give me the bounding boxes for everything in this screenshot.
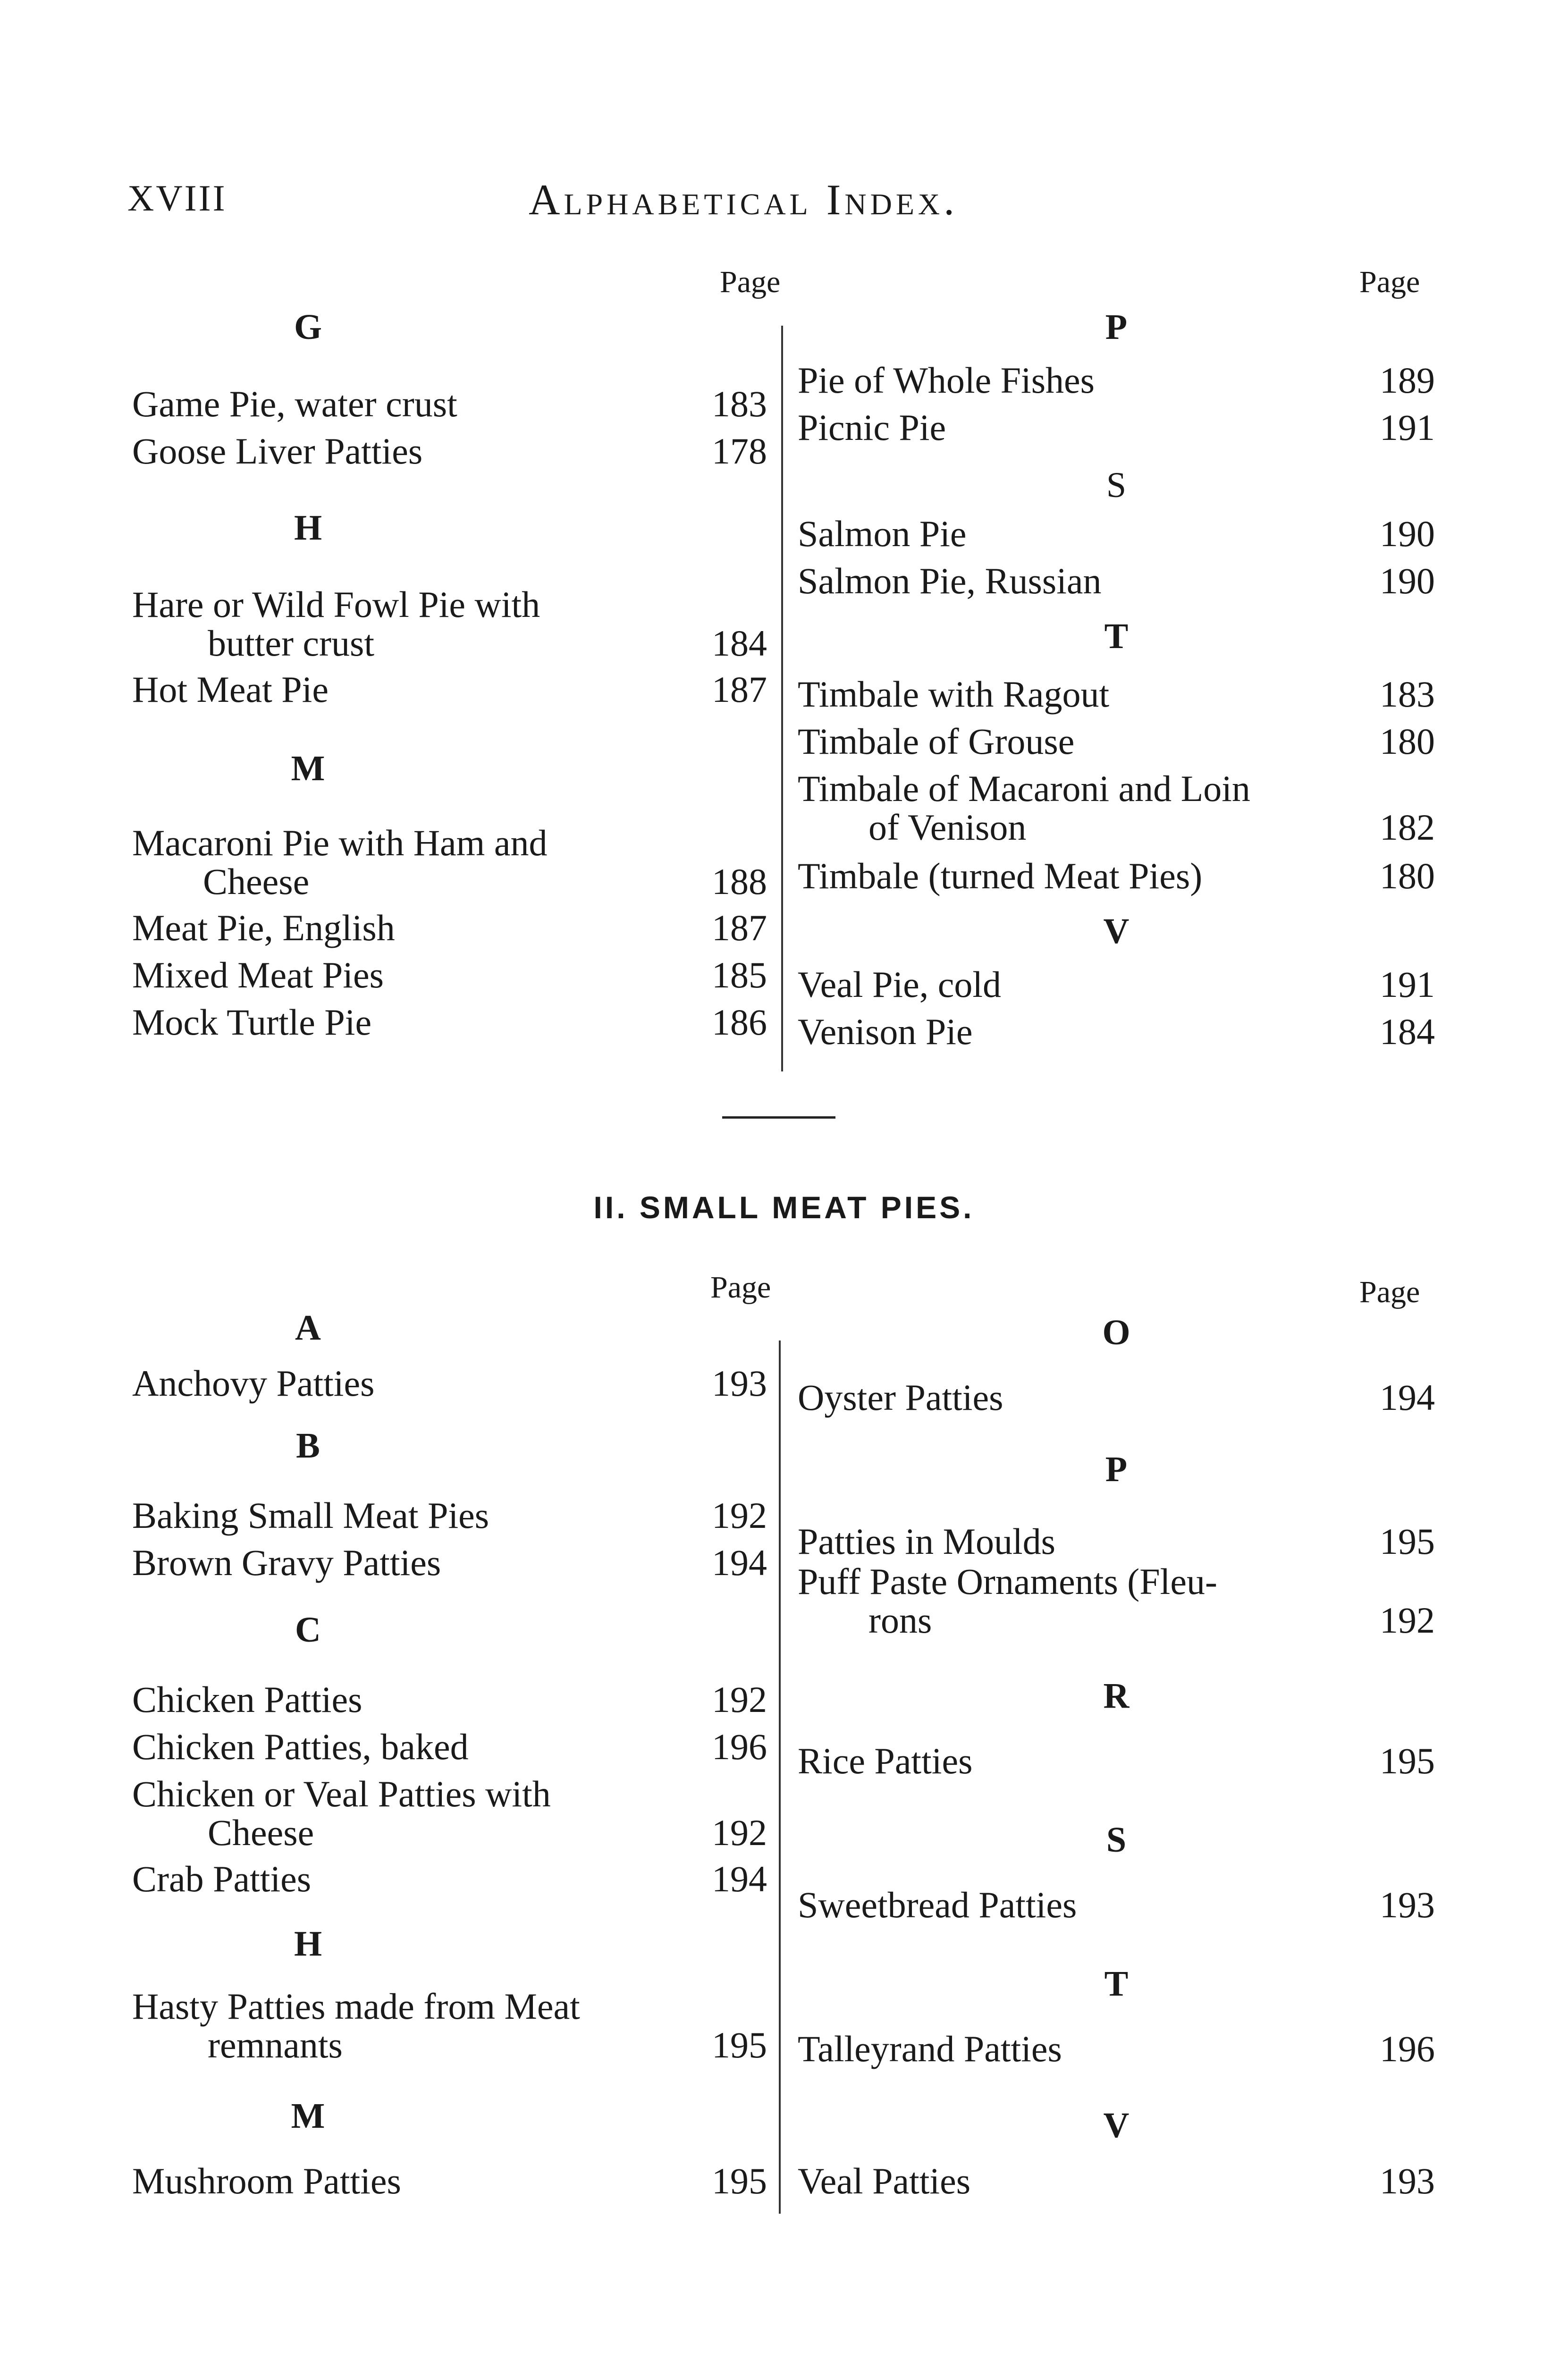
index-entry: Picnic Pie 191: [798, 407, 1435, 448]
letter-heading: T: [1104, 1964, 1129, 2004]
index-entry: Rice Patties 195: [798, 1740, 1435, 1781]
index-entry: Venison Pie 184: [798, 1011, 1435, 1052]
index-entry: Puff Paste Ornaments (Fleu- rons 192: [798, 1561, 1435, 1641]
column-divider: [779, 1340, 781, 2214]
index-column-left: [132, 0, 767, 2266]
letter-heading: H: [294, 1924, 322, 1964]
page-column-header: Page: [1359, 265, 1420, 299]
letter-heading: C: [295, 1610, 321, 1650]
index-entry: Timbale of Macaroni and Loin of Venison 182: [798, 768, 1435, 848]
index-entry: Timbale (turned Meat Pies) 180: [798, 855, 1435, 896]
letter-heading: A: [295, 1308, 321, 1348]
letter-heading: G: [294, 307, 322, 347]
letter-heading: T: [1104, 616, 1129, 656]
letter-heading: M: [291, 749, 325, 788]
letter-heading: H: [294, 508, 322, 548]
index-entry: Mock Turtle Pie 186: [132, 1002, 767, 1043]
index-entry: Timbale with Ragout 183: [798, 674, 1435, 715]
index-entry: Salmon Pie, Russian 190: [798, 560, 1435, 601]
page-column-header: Page: [710, 1270, 771, 1305]
letter-heading: P: [1105, 1450, 1128, 1489]
letter-heading: R: [1103, 1676, 1130, 1716]
index-entry: Anchovy Patties 193: [132, 1363, 767, 1404]
index-entry: Salmon Pie 190: [798, 513, 1435, 554]
index-entry: Game Pie, water crust 183: [132, 383, 767, 424]
letter-heading: M: [291, 2096, 325, 2136]
letter-heading: O: [1102, 1313, 1130, 1352]
letter-heading: V: [1103, 911, 1130, 951]
column-divider: [781, 326, 783, 1071]
index-entry: Mushroom Patties 195: [132, 2160, 767, 2201]
letter-heading: B: [296, 1426, 320, 1466]
index-entry: Talleyrand Patties 196: [798, 2028, 1435, 2069]
index-entry: Hot Meat Pie 187: [132, 669, 767, 710]
section-title: II. SMALL MEAT PIES.: [593, 1190, 975, 1225]
index-entry: Chicken Patties 192: [132, 1679, 767, 1720]
index-entry: Chicken or Veal Patties with Cheese 192: [132, 1773, 767, 1853]
index-entry: Pie of Whole Fishes 189: [798, 360, 1435, 401]
index-entry: Meat Pie, English 187: [132, 907, 767, 948]
index-entry: Oyster Patties 194: [798, 1377, 1435, 1418]
index-entry: Veal Pie, cold 191: [798, 964, 1435, 1005]
letter-heading: V: [1103, 2106, 1130, 2145]
index-entry: Mixed Meat Pies 185: [132, 954, 767, 995]
page-column-header: Page: [720, 265, 781, 299]
page-number: XVIII: [127, 177, 227, 219]
index-entry: Timbale of Grouse 180: [798, 721, 1435, 762]
index-entry: Baking Small Meat Pies 192: [132, 1495, 767, 1536]
index-entry: Goose Liver Patties 178: [132, 430, 767, 472]
index-entry: Patties in Moulds 195: [798, 1521, 1435, 1562]
index-column-right: [798, 0, 1435, 2266]
page-column-header: Page: [1359, 1275, 1420, 1309]
index-entry: Brown Gravy Patties 194: [132, 1542, 767, 1583]
index-entry: Veal Patties 193: [798, 2160, 1435, 2201]
letter-heading: S: [1106, 1820, 1127, 1860]
index-entry: Sweetbread Patties 193: [798, 1884, 1435, 1925]
index-entry: Macaroni Pie with Ham and Cheese 188: [132, 822, 767, 902]
letter-heading: S: [1106, 465, 1127, 505]
page-title: Alphabetical Index.: [529, 176, 959, 224]
letter-heading: P: [1105, 307, 1128, 347]
index-entry: Hasty Patties made from Meat remnants 195: [132, 1986, 767, 2065]
index-entry: Chicken Patties, baked 196: [132, 1726, 767, 1767]
index-entry: Crab Patties 194: [132, 1858, 767, 1899]
index-entry: Hare or Wild Fowl Pie with butter crust 184: [132, 584, 767, 664]
